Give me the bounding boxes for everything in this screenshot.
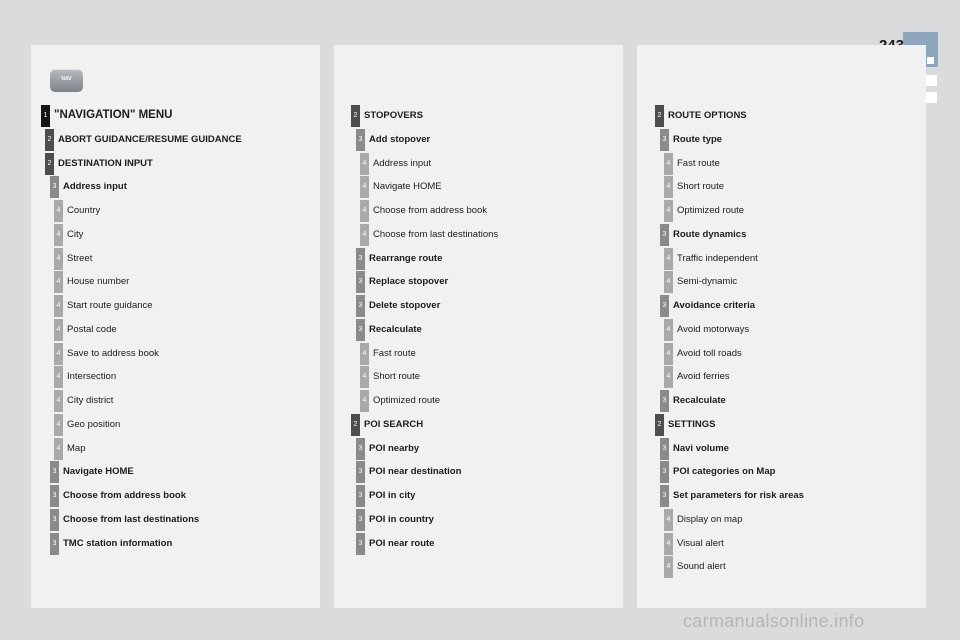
menu-item-label: POI near destination: [369, 466, 462, 477]
level-badge: 4: [54, 319, 63, 341]
menu-item-label: Display on map: [677, 514, 743, 525]
level-badge: 3: [660, 438, 669, 460]
menu-item-label: Set parameters for risk areas: [673, 490, 804, 501]
level-badge: 3: [356, 509, 365, 531]
level-badge: 3: [50, 485, 59, 507]
level-badge: 3: [50, 461, 59, 483]
level-badge: 3: [356, 461, 365, 483]
menu-item-label: Choose from last destinations: [63, 514, 200, 525]
menu-item-label: Fast route: [373, 348, 416, 359]
level-badge: 4: [664, 343, 673, 365]
menu-item-label: Recalculate: [673, 395, 726, 406]
level-badge: 4: [360, 224, 369, 246]
level-badge: 4: [54, 200, 63, 222]
level-badge: 4: [664, 271, 673, 293]
menu-item-label: Avoid motorways: [677, 324, 750, 335]
menu-item-label: Short route: [677, 181, 724, 192]
level-badge: 4: [54, 248, 63, 270]
menu-item-label: City district: [67, 395, 114, 406]
level-badge: 4: [360, 343, 369, 365]
menu-item-label: TMC station information: [63, 538, 173, 549]
level-badge: 3: [356, 129, 365, 151]
level-badge: 3: [660, 224, 669, 246]
level-badge: 2: [45, 129, 54, 151]
menu-item-label: Traffic independent: [677, 253, 758, 264]
menu-item-label: Choose from last destinations: [373, 229, 499, 240]
menu-item-label: ROUTE OPTIONS: [668, 110, 747, 121]
level-badge: 3: [660, 390, 669, 412]
menu-item-label: POI in city: [369, 490, 416, 501]
menu-item-label: ABORT GUIDANCE/RESUME GUIDANCE: [58, 134, 242, 145]
level-badge: 4: [54, 343, 63, 365]
menu-item-label: Replace stopover: [369, 276, 449, 287]
menu-item-label: Rearrange route: [369, 253, 443, 264]
menu-item-label: Choose from address book: [63, 490, 186, 501]
level-badge: 4: [664, 533, 673, 555]
menu-item-label: Visual alert: [677, 538, 724, 549]
nav-button-label: NAV: [61, 76, 72, 82]
level-badge: 3: [660, 461, 669, 483]
level-badge: 2: [655, 105, 664, 127]
menu-item-label: Address input: [63, 181, 127, 192]
menu-item-label: Navigate HOME: [63, 466, 134, 477]
level-badge: 2: [655, 414, 664, 436]
section-box-2: [926, 75, 937, 86]
menu-item-label: City: [67, 229, 84, 240]
menu-item-label: Navi volume: [673, 443, 729, 454]
menu-item-label: DESTINATION INPUT: [58, 158, 153, 169]
menu-item-label: Sound alert: [677, 561, 726, 572]
menu-item-label: Map: [67, 443, 86, 454]
level-badge: 4: [54, 390, 63, 412]
level-badge: 4: [664, 153, 673, 175]
menu-item-label: Postal code: [67, 324, 117, 335]
level-badge: 3: [660, 295, 669, 317]
section-box-3: [926, 92, 937, 103]
menu-item-label: Add stopover: [369, 134, 431, 145]
menu-item-label: STOPOVERS: [364, 110, 423, 121]
level-badge: 1: [41, 105, 50, 127]
level-badge: 4: [664, 200, 673, 222]
nav-button-icon: [50, 69, 83, 92]
menu-item-label: POI SEARCH: [364, 419, 424, 430]
level-badge: 4: [54, 224, 63, 246]
menu-item-label: SETTINGS: [668, 419, 716, 430]
menu-item-label: "NAVIGATION" MENU: [54, 109, 173, 121]
menu-item-label: Semi-dynamic: [677, 276, 738, 287]
menu-item-label: House number: [67, 276, 130, 287]
menu-item-label: POI near route: [369, 538, 435, 549]
menu-item-label: Street: [67, 253, 93, 264]
level-badge: 3: [356, 485, 365, 507]
level-badge: 3: [356, 248, 365, 270]
level-badge: 3: [356, 295, 365, 317]
level-badge: 4: [360, 390, 369, 412]
menu-item-label: Short route: [373, 371, 420, 382]
menu-item-label: Choose from address book: [373, 205, 488, 216]
menu-item-label: Start route guidance: [67, 300, 153, 311]
menu-item-label: Save to address book: [67, 348, 159, 359]
level-badge: 4: [54, 295, 63, 317]
menu-item-label: Address input: [373, 158, 432, 169]
level-badge: 2: [45, 153, 54, 175]
menu-item-label: Delete stopover: [369, 300, 441, 311]
level-badge: 4: [54, 366, 63, 388]
level-badge: 3: [356, 533, 365, 555]
menu-item-label: Recalculate: [369, 324, 422, 335]
level-badge: 3: [50, 176, 59, 198]
level-badge: 4: [664, 556, 673, 578]
level-badge: 4: [54, 271, 63, 293]
level-badge: 4: [54, 438, 63, 460]
level-badge: 3: [356, 319, 365, 341]
menu-item-label: POI categories on Map: [673, 466, 776, 477]
level-badge: 4: [360, 200, 369, 222]
level-badge: 2: [351, 414, 360, 436]
menu-item-label: Optimized route: [373, 395, 441, 406]
menu-item-label: Avoidance criteria: [673, 300, 756, 311]
menu-item-label: Avoid toll roads: [677, 348, 742, 359]
menu-item-label: Optimized route: [677, 205, 745, 216]
level-badge: 3: [50, 533, 59, 555]
level-badge: 2: [351, 105, 360, 127]
menu-item-label: Route type: [673, 134, 723, 145]
menu-item-label: POI in country: [369, 514, 434, 525]
level-badge: 4: [664, 509, 673, 531]
menu-item-label: Navigate HOME: [373, 181, 442, 192]
level-badge: 3: [50, 509, 59, 531]
menu-item-label: Route dynamics: [673, 229, 747, 240]
level-badge: 4: [664, 366, 673, 388]
level-badge: 3: [356, 438, 365, 460]
level-badge: 3: [356, 271, 365, 293]
menu-item-label: Intersection: [67, 371, 117, 382]
level-badge: 3: [660, 485, 669, 507]
level-badge: 4: [664, 319, 673, 341]
level-badge: 4: [360, 176, 369, 198]
menu-item-label: Country: [67, 205, 101, 216]
level-badge: 3: [660, 129, 669, 151]
section-tab-marker: [927, 57, 934, 64]
watermark: carmanualsonline.info: [683, 611, 865, 631]
level-badge: 4: [664, 248, 673, 270]
menu-item-label: Fast route: [677, 158, 720, 169]
level-badge: 4: [54, 414, 63, 436]
menu-item-label: Avoid ferries: [677, 371, 730, 382]
level-badge: 4: [664, 176, 673, 198]
menu-item-label: Geo position: [67, 419, 121, 430]
level-badge: 4: [360, 366, 369, 388]
menu-item-label: POI nearby: [369, 443, 420, 454]
level-badge: 4: [360, 153, 369, 175]
